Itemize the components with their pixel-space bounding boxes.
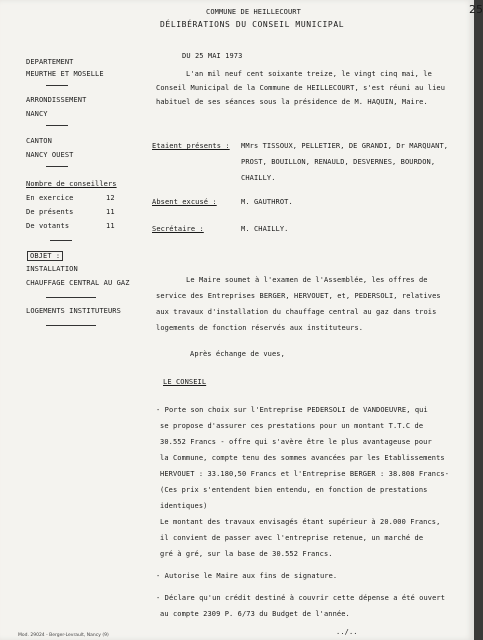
decision-line: Le montant des travaux envisagés étant supérieur à 20.000 Francs, [160,518,441,526]
continuation-mark: ../.. [336,628,358,636]
decision-line: la Commune, compte tenu des sommes avancées par les Etablissements [160,454,445,462]
count-label: En exercice [26,194,74,202]
count-value: 11 [106,222,115,230]
count-label: De votants [26,222,70,230]
secretaire-label: Secrétaire : [152,225,204,233]
decision-line: HERVOUET : 33.180,50 Francs et l'Entreprise BERGER : 38.808 Francs- [160,470,450,478]
decision-line: il convient de passer avec l'entreprise retenue, un marché de [160,534,424,542]
page-number: 25 [469,3,483,16]
body-line: service des Entreprises BERGER, HERVOUET, et, PEDERSOLI, relatives [156,292,441,300]
objet-line: LOGEMENTS INSTITUTEURS [26,307,121,315]
absent-label: Absent excusé : [152,198,217,206]
arrondissement-label: ARRONDISSEMENT [26,96,87,104]
decision-line: gré à gré, sur la base de 30.552 Francs. [160,550,333,558]
presents-line: MMrs TISSOUX, PELLETIER, DE GRANDI, Dr MARQUANT, [241,142,449,150]
conseillers-title: Nombre de conseillers [26,180,117,188]
divider [46,166,68,167]
divider [46,297,96,298]
decision-line: - Porte son choix sur l'Entreprise PEDERSOLI de VANDOEUVRE, qui [156,406,428,414]
declare-line: au compte 2309 P. 6/73 du Budget de l'année. [160,610,350,618]
body-line: aux travaux d'installation du chauffage central au gaz dans trois [156,308,437,316]
count-value: 11 [106,208,115,216]
register-title: DÉLIBÉRATIONS DU CONSEIL MUNICIPAL [160,20,345,29]
count-value: 12 [106,194,115,202]
autorise-line: - Autorise le Maire aux fins de signature. [156,572,338,580]
objet-line: INSTALLATION [26,265,78,273]
count-label: De présents [26,208,74,216]
objet-label: OBJET : [27,251,63,261]
objet-line: CHAUFFAGE CENTRAL AU GAZ [26,279,130,287]
declare-line: - Déclare qu'un crédit destiné à couvrir cette dépense a été ouvert [156,594,446,602]
commune-header: COMMUNE DE HEILLECOURT [206,8,301,16]
body-line: Le Maire soumet à l'examen de l'Assemblée, les offres de [186,276,428,284]
decision-line: 30.552 Francs - offre qui s'avère être le plus avantageuse pour [160,438,432,446]
presents-label: Etaient présents : [152,142,230,150]
intro-line: Conseil Municipal de la Commune de HEILLECOURT, s'est réuni au lieu [156,84,446,92]
canton-value: NANCY OUEST [26,151,74,159]
decision-line: (Ces prix s'entendent bien entendu, en fonction de prestations [160,486,428,494]
divider [46,325,96,326]
decision-line: se propose d'assurer ces prestations pour un montant T.T.C de [160,422,424,430]
secretaire-value: M. CHAILLY. [241,225,289,233]
decision-line: identiques) [160,502,208,510]
divider [50,240,72,241]
divider [46,125,68,126]
departement-label: DEPARTEMENT [26,58,74,66]
presents-line: CHAILLY. [241,174,276,182]
divider [46,85,68,86]
session-date: DU 25 MAI 1973 [182,52,243,60]
presents-line: PROST, BOUILLON, RENAULD, DESVERNES, BOURDON, [241,158,436,166]
departement-value: MEURTHE ET MOSELLE [26,70,104,78]
conseil-heading: LE CONSEIL [163,378,207,386]
apres-text: Après échange de vues, [190,350,285,358]
intro-line: L'an mil neuf cent soixante treize, le vingt cinq mai, le [186,70,432,78]
printer-footer: Mod. 29024 - Berger-Levrault, Nancy (9) [18,633,109,638]
absent-value: M. GAUTHROT. [241,198,293,206]
intro-line: habituel de ses séances sous la présidence de M. HAQUIN, Maire. [156,98,428,106]
arrondissement-value: NANCY [26,110,48,118]
canton-label: CANTON [26,137,52,145]
body-line: logements de fonction réservés aux instituteurs. [156,324,364,332]
